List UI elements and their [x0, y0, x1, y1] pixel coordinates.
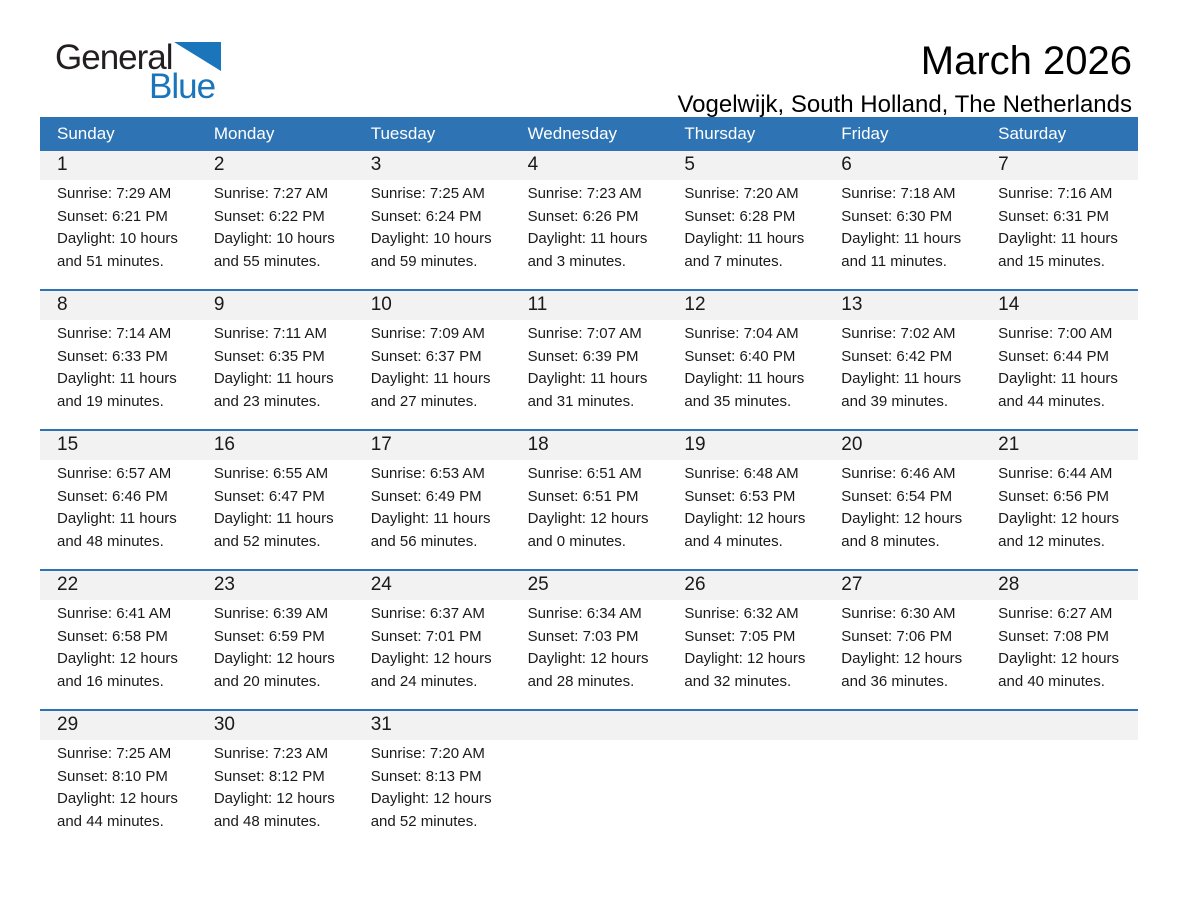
- sunset-text: Sunset: 6:28 PM: [684, 207, 796, 225]
- sunrise-text: Sunrise: 7:23 AM: [527, 185, 642, 202]
- day-number: 8: [40, 291, 197, 320]
- daylight-text: Daylight: 11 hours and 7 minutes.: [684, 230, 805, 270]
- day-details: [197, 460, 354, 569]
- day-number: 3: [354, 151, 511, 180]
- sunrise-text: Sunrise: 6:57 AM: [57, 465, 172, 482]
- daylight-text: Daylight: 12 hours and 16 minutes.: [57, 650, 178, 690]
- sunset-text: Sunset: 6:31 PM: [998, 207, 1110, 225]
- day-details: [824, 600, 981, 709]
- daylight-text: Daylight: 12 hours and 44 minutes.: [57, 790, 178, 830]
- daylight-text: Daylight: 11 hours and 23 minutes.: [213, 370, 334, 410]
- sunset-text: Sunset: 6:21 PM: [57, 207, 168, 225]
- day-details: [40, 600, 197, 709]
- day-cell: [197, 431, 354, 569]
- day-cell: [667, 151, 824, 289]
- sunrise-text: Sunrise: 6:46 AM: [841, 465, 956, 482]
- day-cell: [824, 291, 981, 429]
- day-cell: [511, 291, 668, 429]
- daylight-text: Daylight: 12 hours and 4 minutes.: [684, 510, 806, 550]
- day-details: [197, 740, 354, 849]
- sunset-text: Sunset: 7:05 PM: [684, 627, 796, 645]
- day-details: [511, 600, 668, 709]
- day-number: 2: [197, 151, 354, 180]
- day-details: [824, 180, 981, 289]
- daylight-text: Daylight: 12 hours and 8 minutes.: [841, 510, 963, 550]
- day-details: [511, 320, 668, 429]
- daylight-text: Daylight: 12 hours and 52 minutes.: [370, 790, 492, 830]
- sunset-text: Sunset: 6:35 PM: [213, 347, 325, 365]
- day-cell: [354, 571, 511, 709]
- day-details: [197, 180, 354, 289]
- week-row: [40, 151, 1138, 289]
- day-details: [354, 740, 511, 849]
- sunset-text: Sunset: 6:40 PM: [684, 347, 796, 365]
- weekday-header-thursday: Thursday: [684, 124, 756, 143]
- day-details: [511, 180, 668, 289]
- sunset-text: Sunset: 6:44 PM: [998, 347, 1110, 365]
- weekday-header-wednesday: Wednesday: [527, 124, 618, 143]
- sunset-text: Sunset: 8:12 PM: [213, 767, 325, 785]
- sunset-text: Sunset: 7:01 PM: [370, 627, 482, 645]
- sunrise-text: Sunrise: 7:18 AM: [841, 185, 956, 202]
- day-number: 23: [197, 571, 354, 600]
- day-details: [197, 320, 354, 429]
- daylight-text: Daylight: 12 hours and 12 minutes.: [998, 510, 1120, 550]
- day-number: 15: [40, 431, 197, 460]
- sunrise-text: Sunrise: 6:37 AM: [370, 605, 485, 622]
- day-details: [981, 600, 1138, 709]
- sunrise-text: Sunrise: 7:02 AM: [841, 325, 956, 342]
- page-header: [0, 0, 1188, 117]
- general-blue-logo: [55, 40, 221, 104]
- daylight-text: Daylight: 12 hours and 32 minutes.: [684, 650, 806, 690]
- day-cell: [40, 151, 197, 289]
- daylight-text: Daylight: 11 hours and 44 minutes.: [998, 370, 1118, 410]
- day-details: [981, 460, 1138, 569]
- day-number: 1: [40, 151, 197, 180]
- sunset-text: Sunset: 6:30 PM: [841, 207, 953, 225]
- sunrise-text: Sunrise: 7:20 AM: [684, 185, 799, 202]
- daylight-text: Daylight: 11 hours and 11 minutes.: [841, 230, 962, 270]
- day-cell: [824, 571, 981, 709]
- sunrise-text: Sunrise: 7:25 AM: [57, 745, 172, 762]
- sunrise-text: Sunrise: 7:27 AM: [213, 185, 329, 202]
- sunrise-text: Sunrise: 6:44 AM: [998, 465, 1113, 482]
- day-cell: [981, 571, 1138, 709]
- day-number: 26: [667, 571, 824, 600]
- daylight-text: Daylight: 10 hours and 59 minutes.: [370, 230, 492, 270]
- day-cell: [511, 431, 668, 569]
- sunrise-text: Sunrise: 6:32 AM: [684, 605, 799, 622]
- week-row: [40, 709, 1138, 849]
- week-row: [40, 569, 1138, 709]
- day-number: [981, 711, 1138, 740]
- daylight-text: Daylight: 11 hours and 39 minutes.: [841, 370, 962, 410]
- sunset-text: Sunset: 6:46 PM: [57, 487, 168, 505]
- sunrise-text: Sunrise: 7:04 AM: [684, 325, 799, 342]
- day-number: 31: [354, 711, 511, 740]
- day-details: [824, 460, 981, 569]
- daylight-text: Daylight: 12 hours and 28 minutes.: [527, 650, 649, 690]
- day-details: [40, 460, 197, 569]
- sunrise-text: Sunrise: 6:53 AM: [370, 465, 485, 482]
- day-details: [354, 460, 511, 569]
- daylight-text: Daylight: 11 hours and 31 minutes.: [527, 370, 648, 410]
- day-cell: [511, 571, 668, 709]
- sunset-text: Sunset: 6:54 PM: [841, 487, 953, 505]
- sunrise-text: Sunrise: 7:09 AM: [370, 325, 485, 342]
- daylight-text: Daylight: 11 hours and 56 minutes.: [370, 510, 491, 550]
- day-number: 14: [981, 291, 1138, 320]
- day-details: [354, 180, 511, 289]
- sunset-text: Sunset: 6:33 PM: [57, 347, 168, 365]
- daylight-text: Daylight: 10 hours and 51 minutes.: [57, 230, 178, 270]
- calendar-weeks: [40, 151, 1138, 849]
- empty-cell: [511, 711, 668, 849]
- day-number: 20: [824, 431, 981, 460]
- week-row: [40, 429, 1138, 569]
- sunset-text: Sunset: 8:10 PM: [57, 767, 168, 785]
- daylight-text: Daylight: 12 hours and 36 minutes.: [841, 650, 963, 690]
- day-cell: [40, 571, 197, 709]
- daylight-text: Daylight: 12 hours and 0 minutes.: [527, 510, 649, 550]
- day-cell: [40, 711, 197, 849]
- sunset-text: Sunset: 6:58 PM: [57, 627, 168, 645]
- day-number: 17: [354, 431, 511, 460]
- day-cell: [197, 571, 354, 709]
- sunrise-text: Sunrise: 7:20 AM: [370, 745, 485, 762]
- sunset-text: Sunset: 7:08 PM: [998, 627, 1110, 645]
- calendar-table: [40, 117, 1138, 849]
- empty-cell: [824, 711, 981, 849]
- sunset-text: Sunset: 6:42 PM: [841, 347, 953, 365]
- day-number: 5: [667, 151, 824, 180]
- day-details: [40, 180, 197, 289]
- daylight-text: Daylight: 11 hours and 19 minutes.: [57, 370, 177, 410]
- day-details: [667, 320, 824, 429]
- weekday-header-saturday: Saturday: [998, 124, 1067, 143]
- weekday-header-friday: Friday: [841, 124, 889, 143]
- day-cell: [981, 431, 1138, 569]
- day-number: 13: [824, 291, 981, 320]
- page-title: March 2026: [920, 39, 1132, 83]
- daylight-text: Daylight: 11 hours and 3 minutes.: [527, 230, 648, 270]
- sunset-text: Sunset: 7:03 PM: [527, 627, 639, 645]
- daylight-text: Daylight: 11 hours and 48 minutes.: [57, 510, 177, 550]
- sunrise-text: Sunrise: 6:51 AM: [527, 465, 642, 482]
- day-number: 7: [981, 151, 1138, 180]
- day-cell: [824, 431, 981, 569]
- weekday-header-tuesday: Tuesday: [370, 124, 436, 143]
- day-details: [981, 180, 1138, 289]
- day-details: [40, 740, 197, 849]
- sunset-text: Sunset: 6:22 PM: [213, 207, 325, 225]
- day-cell: [40, 291, 197, 429]
- day-number: [511, 711, 668, 740]
- daylight-text: Daylight: 10 hours and 55 minutes.: [213, 230, 335, 270]
- daylight-text: Daylight: 11 hours and 35 minutes.: [684, 370, 805, 410]
- day-cell: [354, 151, 511, 289]
- sunset-text: Sunset: 6:49 PM: [370, 487, 482, 505]
- daylight-text: Daylight: 11 hours and 52 minutes.: [213, 510, 334, 550]
- sunrise-text: Sunrise: 6:27 AM: [998, 605, 1113, 622]
- day-details: [981, 320, 1138, 429]
- sunrise-text: Sunrise: 6:55 AM: [213, 465, 329, 482]
- logo-text-general: General: [55, 38, 173, 77]
- sunrise-text: Sunrise: 6:48 AM: [684, 465, 799, 482]
- day-cell: [667, 571, 824, 709]
- day-number: 24: [354, 571, 511, 600]
- day-number: 19: [667, 431, 824, 460]
- daylight-text: Daylight: 12 hours and 20 minutes.: [213, 650, 335, 690]
- day-number: 11: [511, 291, 668, 320]
- empty-cell: [667, 711, 824, 849]
- sunrise-text: Sunrise: 7:25 AM: [370, 185, 485, 202]
- weekday-header-monday: Monday: [213, 124, 275, 143]
- sunrise-text: Sunrise: 7:00 AM: [998, 325, 1113, 342]
- logo-text-blue: Blue: [149, 67, 216, 106]
- sunrise-text: Sunrise: 7:07 AM: [527, 325, 642, 342]
- day-number: 28: [981, 571, 1138, 600]
- sunrise-text: Sunrise: 6:30 AM: [841, 605, 956, 622]
- day-cell: [824, 151, 981, 289]
- sunrise-text: Sunrise: 7:11 AM: [213, 325, 327, 342]
- day-details: [824, 320, 981, 429]
- day-details: [354, 600, 511, 709]
- day-cell: [197, 711, 354, 849]
- sunrise-text: Sunrise: 7:16 AM: [998, 185, 1113, 202]
- sunset-text: Sunset: 6:24 PM: [370, 207, 482, 225]
- day-cell: [354, 431, 511, 569]
- daylight-text: Daylight: 12 hours and 40 minutes.: [998, 650, 1120, 690]
- sunset-text: Sunset: 6:26 PM: [527, 207, 639, 225]
- day-cell: [981, 151, 1138, 289]
- day-number: 12: [667, 291, 824, 320]
- day-details: [667, 180, 824, 289]
- day-number: 30: [197, 711, 354, 740]
- weekday-header-row: [40, 117, 1138, 151]
- day-number: 27: [824, 571, 981, 600]
- sunset-text: Sunset: 8:13 PM: [370, 767, 482, 785]
- day-cell: [667, 291, 824, 429]
- day-number: [824, 711, 981, 740]
- sunset-text: Sunset: 6:37 PM: [370, 347, 482, 365]
- day-number: [667, 711, 824, 740]
- sunset-text: Sunset: 6:53 PM: [684, 487, 796, 505]
- day-cell: [511, 151, 668, 289]
- location-subtitle: Vogelwijk, South Holland, The Netherlands: [677, 91, 1132, 118]
- sunrise-text: Sunrise: 7:29 AM: [57, 185, 172, 202]
- day-number: 18: [511, 431, 668, 460]
- day-details: [354, 320, 511, 429]
- sunrise-text: Sunrise: 7:14 AM: [57, 325, 172, 342]
- day-number: 25: [511, 571, 668, 600]
- weekday-header-sunday: Sunday: [57, 124, 115, 143]
- sunset-text: Sunset: 7:06 PM: [841, 627, 953, 645]
- day-number: 16: [197, 431, 354, 460]
- daylight-text: Daylight: 12 hours and 24 minutes.: [370, 650, 492, 690]
- day-number: 10: [354, 291, 511, 320]
- day-details: [667, 460, 824, 569]
- day-number: 22: [40, 571, 197, 600]
- day-number: 21: [981, 431, 1138, 460]
- day-cell: [197, 151, 354, 289]
- day-number: 6: [824, 151, 981, 180]
- week-row: [40, 289, 1138, 429]
- day-number: 4: [511, 151, 668, 180]
- daylight-text: Daylight: 11 hours and 27 minutes.: [370, 370, 491, 410]
- daylight-text: Daylight: 12 hours and 48 minutes.: [213, 790, 335, 830]
- day-details: [511, 460, 668, 569]
- sunrise-text: Sunrise: 6:34 AM: [527, 605, 642, 622]
- sunset-text: Sunset: 6:39 PM: [527, 347, 639, 365]
- sunrise-text: Sunrise: 7:23 AM: [213, 745, 329, 762]
- day-cell: [981, 291, 1138, 429]
- day-cell: [40, 431, 197, 569]
- sunrise-text: Sunrise: 6:39 AM: [213, 605, 329, 622]
- sunset-text: Sunset: 6:56 PM: [998, 487, 1110, 505]
- day-cell: [197, 291, 354, 429]
- empty-cell: [981, 711, 1138, 849]
- title-block: [678, 40, 1133, 119]
- sunrise-text: Sunrise: 6:41 AM: [57, 605, 172, 622]
- day-number: 29: [40, 711, 197, 740]
- day-details: [197, 600, 354, 709]
- sunset-text: Sunset: 6:59 PM: [213, 627, 325, 645]
- day-details: [40, 320, 197, 429]
- daylight-text: Daylight: 11 hours and 15 minutes.: [998, 230, 1118, 270]
- day-details: [667, 600, 824, 709]
- day-cell: [354, 291, 511, 429]
- day-cell: [354, 711, 511, 849]
- day-number: 9: [197, 291, 354, 320]
- sunset-text: Sunset: 6:51 PM: [527, 487, 639, 505]
- day-cell: [667, 431, 824, 569]
- sunset-text: Sunset: 6:47 PM: [213, 487, 325, 505]
